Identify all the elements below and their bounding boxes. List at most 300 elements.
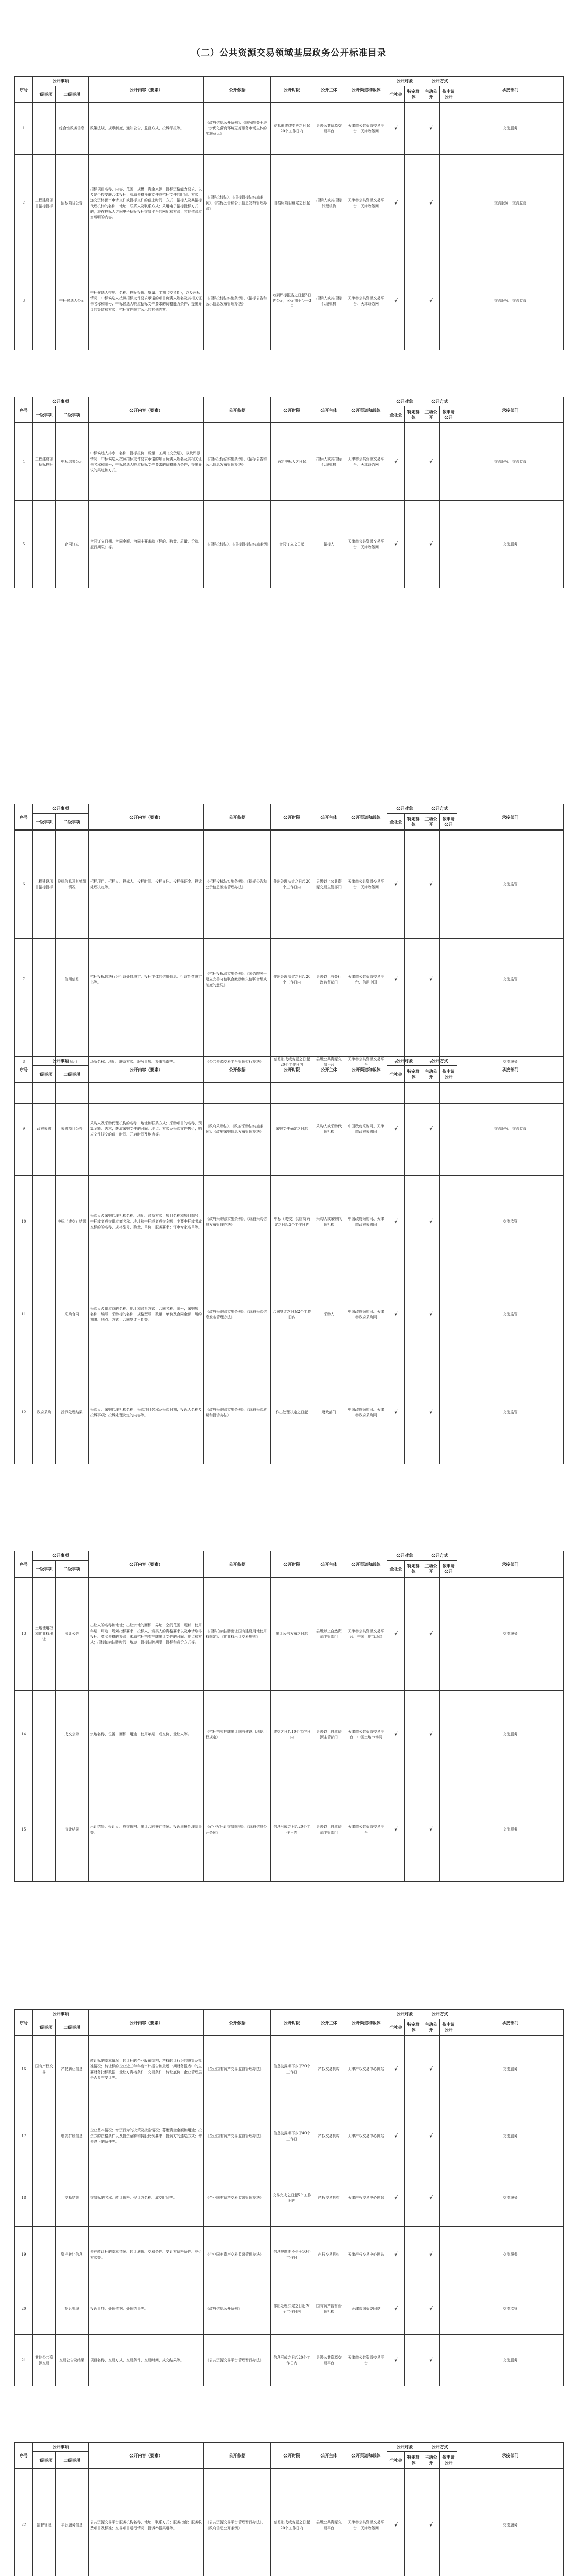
header-act: 主动公开 — [422, 2019, 439, 2036]
cell-l1 — [32, 501, 55, 588]
header-time: 公开时限 — [270, 1551, 313, 1577]
header-channel: 公开渠道和载体 — [345, 2443, 387, 2468]
cell-time: 自招标项目确定之日起 — [270, 155, 313, 252]
header-dept: 承接部门 — [457, 804, 563, 830]
cell-dept: 交流服务 — [457, 1578, 563, 1690]
cell-l1 — [32, 2170, 55, 2226]
check-mark: √ — [429, 298, 433, 304]
cell-app — [439, 1361, 457, 1464]
header-act: 主动公开 — [422, 2452, 439, 2468]
cell-content: 场所名称、地址、联系方式、服务事项、办事指南等。 — [88, 1021, 203, 1103]
table-row — [15, 2170, 563, 2226]
cell-subject: 招标人 — [313, 501, 345, 588]
header-channel: 公开渠道和载体 — [345, 804, 387, 830]
header-channel: 公开渠道和载体 — [345, 1057, 387, 1082]
cell-spec — [404, 1176, 422, 1268]
check-mark: √ — [394, 1312, 398, 1317]
header-dept: 承接部门 — [457, 1057, 563, 1082]
check-mark: √ — [429, 1410, 433, 1415]
check-mark: √ — [394, 459, 398, 465]
cell-subject: 县级公共资源交易平台 — [313, 103, 345, 154]
header-l1: 一级事项 — [32, 1561, 55, 1577]
cell-l2: 成交公示 — [55, 1691, 88, 1778]
header-basis: 公开依据 — [203, 1057, 270, 1082]
cell-dept: 交流服务、交流监管 — [457, 252, 563, 350]
header-l2: 二级事项 — [55, 86, 88, 103]
check-mark: √ — [394, 1410, 398, 1415]
cell-all — [387, 2469, 404, 2576]
cell-subject: 招标人或其招标代理机构 — [313, 252, 345, 350]
header-object-group: 公开对象 — [387, 397, 422, 406]
cell-act — [422, 1268, 439, 1361]
header-items-group: 公开事项 — [32, 1057, 88, 1066]
header-method-group: 公开方式 — [422, 1551, 457, 1561]
cell-time: 信息形成或变更之日起20个工作日内 — [270, 1021, 313, 1103]
cell-basis: 《招标投标法实施条例》、《国务院关于建立完善守信联合激励和失信联合惩戒制度的意见》 — [203, 939, 270, 1021]
check-mark: √ — [394, 2195, 398, 2201]
cell-all — [387, 2036, 404, 2103]
cell-all — [387, 1268, 404, 1361]
check-mark: √ — [394, 2522, 398, 2528]
header-time: 公开时限 — [270, 77, 313, 103]
header-time: 公开时限 — [270, 397, 313, 423]
cell-spec — [404, 155, 422, 252]
check-mark: √ — [394, 977, 398, 982]
cell-l2: 信用信息 — [55, 939, 88, 1021]
cell-time: 信息形成或变更之日起20个工作日内 — [270, 2469, 313, 2576]
table-row — [15, 1082, 563, 1175]
header-l2: 二级事项 — [55, 1561, 88, 1577]
cell-content: 采购人及采购代理机构名称、地址、联系方式；项目名称和项目编号；中标或者成交供应商名称、地址和中标或者成交金额；主要中标或者成交标的的名称、规格型号、数量、单价、服务要求；评审专家名单等。 — [88, 1176, 203, 1268]
cell-l1 — [32, 1778, 55, 1881]
cell-dept: 交流服务 — [457, 2103, 563, 2170]
cell-l2: 中标候选人公示 — [55, 252, 88, 350]
cell-spec — [404, 2103, 422, 2170]
check-mark: √ — [429, 2133, 433, 2139]
cell-l1 — [32, 2283, 55, 2334]
cell-act — [422, 2227, 439, 2283]
cell-subject: 产权交易机构 — [313, 2103, 345, 2170]
header-l2: 二级事项 — [55, 814, 88, 830]
check-mark: √ — [394, 1732, 398, 1737]
cell-l2: 中标（成交）结果 — [55, 1176, 88, 1268]
header-content: 公开内容（要素） — [88, 2443, 203, 2468]
cell-dept: 交流监管 — [457, 1176, 563, 1268]
cell-subject: 县级以上公共资源交易主管部门 — [313, 831, 345, 938]
cell-dept: 交流服务 — [457, 2335, 563, 2386]
cell-content: 合同订立日期、合同金额、合同主要条款（标的、数量、质量、价款、履行期限）等。 — [88, 501, 203, 588]
cell-content: 出让结果、受让人、成交价格、出让合同签订情况、投诉举报处理结果等。 — [88, 1778, 203, 1881]
header-seq: 序号 — [20, 814, 28, 820]
header-spec: 特定群体 — [404, 1066, 422, 1082]
header-content: 公开内容（要素） — [88, 1057, 203, 1082]
cell-content: 招标项目名称、内容、范围、规模、资金来源；投标资格能力要求，以及是否接受联合体投标；获取资格预审文件或招标文件的时间、方式；递交资格预审申请文件或投标文件的截止时间、方式；招标人及其招标代理机构的名称、地址、联系人及联系方式；采用电子招标投标方式的，潜在投标人访问电子招标投标交易平台的网址和方法；其他依法应当载明的内容。 — [88, 155, 203, 252]
cell-app — [439, 2170, 457, 2226]
header-app: 依申请公开 — [439, 2452, 457, 2468]
cell-app — [439, 423, 457, 500]
cell-seq: 18 — [21, 2196, 26, 2200]
header-app: 依申请公开 — [439, 406, 457, 423]
check-mark: √ — [429, 459, 433, 465]
check-mark: √ — [429, 2306, 433, 2312]
table-row — [15, 2283, 563, 2334]
cell-all — [387, 103, 404, 154]
cell-channel: 天津产权交易中心网站 — [345, 2227, 387, 2283]
cell-app — [439, 252, 457, 350]
cell-seq: 1 — [22, 126, 25, 130]
cell-spec — [404, 423, 422, 500]
cell-time: 信息形成之日起20个工作日内 — [270, 2335, 313, 2386]
cell-basis: 《企业国有资产交易监督管理办法》 — [203, 2227, 270, 2283]
header-seq: 序号 — [20, 1561, 28, 1567]
table-row — [15, 1690, 563, 1778]
cell-l2: 采购合同 — [55, 1268, 88, 1361]
cell-basis: 《招标投标法实施条例》、《招标公告和公示信息发布管理办法》 — [203, 423, 270, 500]
header-object-group: 公开对象 — [387, 2010, 422, 2019]
cell-app — [439, 1578, 457, 1690]
header-subject: 公开主体 — [313, 2010, 345, 2036]
cell-seq: 13 — [21, 1632, 26, 1636]
cell-channel: 天津市公共资源交易平台 — [345, 1778, 387, 1881]
check-mark: √ — [429, 2195, 433, 2201]
cell-time: 信息披露期不少于20个工作日 — [270, 2036, 313, 2103]
cell-seq: 6 — [22, 882, 25, 886]
check-mark: √ — [394, 2133, 398, 2139]
header-l1: 一级事项 — [32, 814, 55, 830]
header-l1: 一级事项 — [32, 406, 55, 423]
header-channel: 公开渠道和载体 — [345, 397, 387, 423]
cell-time: 交易完成之日起5个工作日内 — [270, 2170, 313, 2226]
cell-content: 项目名称、交易方式、交易条件、交易时间、成交结果等。 — [88, 2335, 203, 2386]
cell-channel: 天津市国资委网站 — [345, 2283, 387, 2334]
cell-channel: 天津市公共资源交易平台、天津政务网 — [345, 2469, 387, 2576]
check-mark: √ — [429, 2066, 433, 2072]
cell-time: 出让公告发布之日起 — [270, 1578, 313, 1690]
cell-spec — [404, 2469, 422, 2576]
cell-time: 作出处理决定之日起 — [270, 1361, 313, 1464]
cell-l1 — [32, 2227, 55, 2283]
table-header — [15, 1057, 563, 1082]
check-mark: √ — [429, 1827, 433, 1833]
cell-content: 招标项目、招标人、投标人、投标时间、投标文件、投标保证金、投诉处理决定等。 — [88, 831, 203, 938]
check-mark: √ — [429, 1732, 433, 1737]
cell-act — [422, 1691, 439, 1778]
cell-dept: 交流监管 — [457, 831, 563, 938]
cell-spec — [404, 1578, 422, 1690]
header-subject: 公开主体 — [313, 2443, 345, 2468]
check-mark: √ — [394, 2358, 398, 2363]
cell-act — [422, 2036, 439, 2103]
header-basis: 公开依据 — [203, 1551, 270, 1577]
cell-dept: 交流监管 — [457, 1268, 563, 1361]
header-all: 全社会 — [387, 814, 404, 830]
cell-spec — [404, 252, 422, 350]
cell-all — [387, 252, 404, 350]
cell-basis: 《公共资源交易平台管理暂行办法》 — [203, 1021, 270, 1103]
cell-act — [422, 1176, 439, 1268]
cell-channel: 中国政府采购网、天津市政府采购网 — [345, 1361, 387, 1464]
cell-seq: 12 — [21, 1410, 26, 1414]
cell-seq: 3 — [22, 299, 25, 303]
cell-all — [387, 1361, 404, 1464]
header-all: 全社会 — [387, 2452, 404, 2468]
check-mark: √ — [429, 1126, 433, 1132]
header-seq: 序号 — [20, 2452, 28, 2458]
cell-channel: 天津产权交易中心网站 — [345, 2103, 387, 2170]
cell-l1 — [32, 2103, 55, 2170]
cell-basis: 《招标投标法》、《招标投标法实施条例》 — [203, 501, 270, 588]
table-block — [14, 76, 564, 350]
cell-l2: 资产转让信息 — [55, 2227, 88, 2283]
cell-spec — [404, 1083, 422, 1175]
header-content: 公开内容（要素） — [88, 2010, 203, 2036]
cell-channel: 天津市公共资源交易平台 — [345, 2335, 387, 2386]
table-row — [15, 500, 563, 588]
table-row — [15, 2226, 563, 2283]
header-object-group: 公开对象 — [387, 804, 422, 814]
cell-time: 信息形成之日起20个工作日内 — [270, 1778, 313, 1881]
header-time: 公开时限 — [270, 1057, 313, 1082]
cell-app — [439, 2469, 457, 2576]
cell-basis: 《公共资源交易平台管理暂行办法》、《政府信息公开条例》 — [203, 2469, 270, 2576]
cell-act — [422, 2335, 439, 2386]
table-row — [15, 2334, 563, 2386]
cell-l1: 政府采购 — [32, 1361, 55, 1464]
cell-basis: 《企业国有资产交易监督管理办法》 — [203, 2170, 270, 2226]
check-mark: √ — [394, 298, 398, 304]
cell-subject: 产权交易机构 — [313, 2170, 345, 2226]
cell-channel: 天津市公共资源交易平台、天津政务网 — [345, 831, 387, 938]
cell-app — [439, 103, 457, 154]
cell-seq: 7 — [22, 977, 25, 981]
cell-dept: 交流监管 — [457, 1361, 563, 1464]
cell-l2: 产权转让信息 — [55, 2036, 88, 2103]
cell-dept: 交流服务 — [457, 2170, 563, 2226]
check-mark: √ — [429, 2252, 433, 2258]
cell-time: 合同订立之日起 — [270, 501, 313, 588]
header-l1: 一级事项 — [32, 86, 55, 103]
table-block — [14, 1551, 564, 1882]
table-row — [15, 830, 563, 938]
cell-all — [387, 155, 404, 252]
header-l2: 二级事项 — [55, 2019, 88, 2036]
header-channel: 公开渠道和载体 — [345, 77, 387, 103]
header-app: 依申请公开 — [439, 814, 457, 830]
header-items-group: 公开事项 — [32, 2010, 88, 2019]
table-block — [14, 397, 564, 588]
header-seq: 序号 — [20, 2020, 28, 2025]
cell-channel: 中国政府采购网、天津市政府采购网 — [345, 1083, 387, 1175]
check-mark: √ — [429, 1219, 433, 1225]
cell-basis: 《矿业权出让交易规则》、《政府信息公开条例》 — [203, 1778, 270, 1881]
cell-seq: 9 — [22, 1127, 25, 1131]
header-l2: 二级事项 — [55, 2452, 88, 2468]
cell-subject: 产权交易机构 — [313, 2227, 345, 2283]
header-time: 公开时限 — [270, 2443, 313, 2468]
header-basis: 公开依据 — [203, 2010, 270, 2036]
header-channel: 公开渠道和载体 — [345, 2010, 387, 2036]
header-all: 全社会 — [387, 1561, 404, 1577]
table-row — [15, 103, 563, 154]
header-spec: 特定群体 — [404, 2019, 422, 2036]
cell-app — [439, 939, 457, 1021]
cell-app — [439, 831, 457, 938]
header-all: 全社会 — [387, 1066, 404, 1082]
check-mark: √ — [394, 200, 398, 206]
cell-basis: 《招标拍卖挂牌出让国有建设用地使用权规定》、《矿业权出让交易规则》 — [203, 1578, 270, 1690]
table-row — [15, 938, 563, 1021]
header-act: 主动公开 — [422, 1561, 439, 1577]
header-subject: 公开主体 — [313, 1551, 345, 1577]
cell-time: 确定中标人之日起 — [270, 423, 313, 500]
cell-app — [439, 2227, 457, 2283]
header-act: 主动公开 — [422, 1066, 439, 1082]
header-dept: 承接部门 — [457, 77, 563, 103]
table-row — [15, 1175, 563, 1268]
cell-all — [387, 831, 404, 938]
cell-spec — [404, 2335, 422, 2386]
cell-l2: 交易结果 — [55, 2170, 88, 2226]
cell-spec — [404, 501, 422, 588]
cell-seq: 2 — [22, 201, 25, 205]
table-header — [15, 2443, 563, 2468]
header-basis: 公开依据 — [203, 2443, 270, 2468]
header-all: 全社会 — [387, 86, 404, 103]
header-basis: 公开依据 — [203, 804, 270, 830]
cell-channel: 天津产权交易中心网站 — [345, 2036, 387, 2103]
cell-l2: 出让结果 — [55, 1778, 88, 1881]
header-seq: 序号 — [20, 1066, 28, 1072]
check-mark: √ — [429, 977, 433, 982]
cell-l1 — [32, 1176, 55, 1268]
cell-act — [422, 1083, 439, 1175]
check-mark: √ — [429, 1312, 433, 1317]
cell-content: 交易标的名称、转让价格、受让方名称、成交时间等。 — [88, 2170, 203, 2226]
cell-l2: 投诉处理结果 — [55, 1361, 88, 1464]
cell-subject: 招标人或其招标代理机构 — [313, 155, 345, 252]
cell-subject: 县级公共资源交易平台 — [313, 2469, 345, 2576]
header-method-group: 公开方式 — [422, 77, 457, 86]
table-header — [15, 397, 563, 423]
cell-l1 — [32, 1691, 55, 1778]
cell-time: 作出处理决定之日起20个工作日内 — [270, 831, 313, 938]
header-basis: 公开依据 — [203, 397, 270, 423]
cell-app — [439, 1268, 457, 1361]
cell-spec — [404, 939, 422, 1021]
table-header — [15, 1551, 563, 1577]
cell-l2: 场所运行 — [55, 1021, 88, 1103]
cell-all — [387, 1691, 404, 1778]
check-mark: √ — [394, 1827, 398, 1833]
table-row — [15, 2036, 563, 2103]
header-dept: 承接部门 — [457, 2443, 563, 2468]
cell-l1: 其他公共资源交易 — [32, 2335, 55, 2386]
cell-act — [422, 252, 439, 350]
table-row — [15, 252, 563, 350]
header-object-group: 公开对象 — [387, 2443, 422, 2452]
check-mark: √ — [429, 1059, 433, 1065]
cell-seq: 17 — [21, 2134, 26, 2138]
check-mark: √ — [394, 1059, 398, 1065]
cell-l2: 采购项目公告 — [55, 1083, 88, 1175]
cell-channel: 天津市公共资源交易平台、天津政务网 — [345, 103, 387, 154]
cell-l1: 国有产权交易 — [32, 2036, 55, 2103]
cell-app — [439, 155, 457, 252]
cell-basis: 《企业国有资产交易监督管理办法》 — [203, 2103, 270, 2170]
check-mark: √ — [394, 2066, 398, 2072]
header-method-group: 公开方式 — [422, 1057, 457, 1066]
header-content: 公开内容（要素） — [88, 77, 203, 103]
cell-subject: 财政部门 — [313, 1361, 345, 1464]
header-l1: 一级事项 — [32, 2019, 55, 2036]
cell-act — [422, 155, 439, 252]
header-time: 公开时限 — [270, 804, 313, 830]
cell-act — [422, 1361, 439, 1464]
cell-app — [439, 1691, 457, 1778]
cell-l2: 投标信息及其处理情况 — [55, 831, 88, 938]
cell-subject: 采购人 — [313, 1268, 345, 1361]
cell-seq: 14 — [21, 1732, 26, 1736]
header-content: 公开内容（要素） — [88, 397, 203, 423]
cell-l1: 工程建设项目招标投标 — [32, 423, 55, 500]
table-row — [15, 154, 563, 252]
header-method-group: 公开方式 — [422, 397, 457, 406]
cell-content: 采购人及采购代理机构的名称、地址和联系方式；采购项目的名称、预算金额、需求；获取采购文件的时间、地点、方式及采购文件售价；响应文件提交的截止时间、开启时间及地点等。 — [88, 1083, 203, 1175]
cell-subject: 招标人或其招标代理机构 — [313, 423, 345, 500]
cell-subject: 国有资产监督管理机构 — [313, 2283, 345, 2334]
header-basis: 公开依据 — [203, 77, 270, 103]
cell-spec — [404, 1361, 422, 1464]
cell-basis: 《政府采购法实施条例》、《政府采购信息发布管理办法》 — [203, 1176, 270, 1268]
cell-spec — [404, 2283, 422, 2334]
cell-act — [422, 1778, 439, 1881]
cell-app — [439, 2283, 457, 2334]
cell-content: 采购人及供应商的名称、地址和联系方式；合同名称、编号；采购项目名称、编号；采购标的名称、规格型号、数量、单价及合同金额；履约期限、地点、方式；合同签订日期等。 — [88, 1268, 203, 1361]
cell-channel: 天津市公共资源交易平台、天津政务网 — [345, 155, 387, 252]
cell-all — [387, 2103, 404, 2170]
cell-channel: 天津市公共资源交易平台、天津政务网 — [345, 423, 387, 500]
cell-all — [387, 1578, 404, 1690]
cell-basis: 《政府信息公开条例》、《国务院关于进一步优化营商环境更好服务市场主体的实施意见》 — [203, 103, 270, 154]
cell-l1: 政府采购 — [32, 1083, 55, 1175]
cell-all — [387, 1778, 404, 1881]
cell-spec — [404, 103, 422, 154]
cell-seq: 20 — [21, 2307, 26, 2311]
cell-app — [439, 1083, 457, 1175]
cell-subject: 县级以上自然资源主管部门 — [313, 1691, 345, 1778]
header-items-group: 公开事项 — [32, 2443, 88, 2452]
check-mark: √ — [429, 2358, 433, 2363]
cell-all — [387, 1083, 404, 1175]
cell-content: 宗地名称、位置、面积、用途、使用年期、成交价、受让人等。 — [88, 1691, 203, 1778]
table-row — [15, 2103, 563, 2170]
cell-seq: 4 — [22, 460, 25, 464]
cell-l2: 平台服务信息 — [55, 2469, 88, 2576]
cell-content: 采购人、采购代理机构名称；采购项目名称及采购日期；投诉人名称及投诉事项；投诉处理决定的内容等。 — [88, 1361, 203, 1464]
header-l2: 二级事项 — [55, 1066, 88, 1082]
cell-spec — [404, 2227, 422, 2283]
header-subject: 公开主体 — [313, 1057, 345, 1082]
check-mark: √ — [394, 126, 398, 131]
cell-seq: 5 — [22, 542, 25, 546]
cell-channel: 天津市公共资源交易平台、中国土地市场网 — [345, 1691, 387, 1778]
cell-spec — [404, 1268, 422, 1361]
cell-content: 中标候选人排序、名称、投标报价、质量、工期（交货期），以及评标情况；中标候选人按照招标文件要求承诺的项目负责人姓名及其相关证书名称和编号；中标候选人响应招标文件要求的资格能力条件；提出异议的渠道和方式。 — [88, 423, 203, 500]
check-mark: √ — [394, 541, 398, 547]
cell-subject: 产权交易机构 — [313, 2036, 345, 2103]
cell-l1: 监督管理 — [32, 2469, 55, 2576]
table-header — [15, 77, 563, 103]
